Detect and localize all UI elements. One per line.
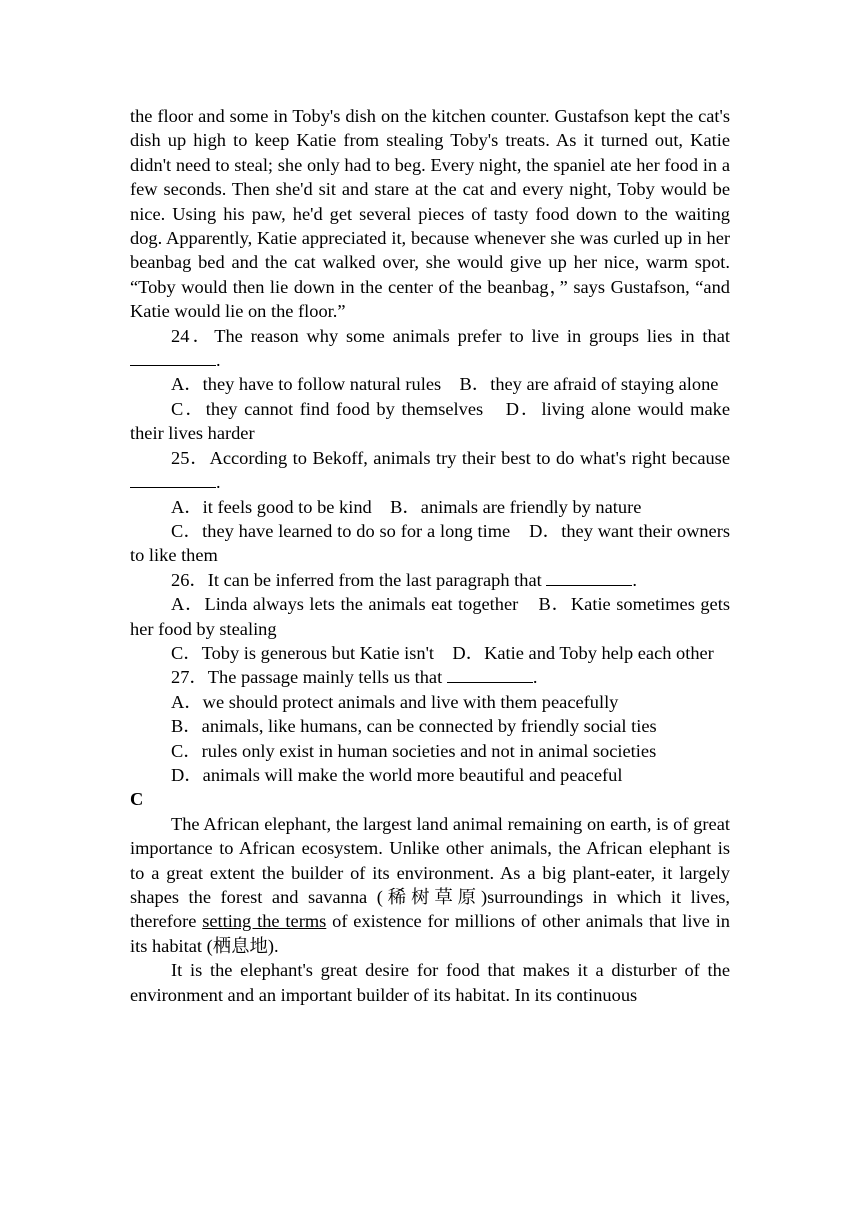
answer-options-line: C．they have learned to do so for a long time D．they want their owners to like them [130, 520, 730, 566]
question-26 [130, 568, 730, 666]
answer-options-line: C．they cannot find food by themselves D．living alone would make their lives harder [130, 398, 730, 444]
answer-option: B．animals, like humans, can be connected by friendly social ties [171, 716, 657, 737]
answer-options-line: A．they have to follow natural rules B．they are afraid of staying alone [171, 374, 719, 395]
document-page [130, 104, 730, 1007]
answer-blank [130, 349, 216, 366]
question-25 [130, 446, 730, 568]
answer-options-line: A．it feels good to be kind B．animals are friendly by nature [171, 496, 642, 517]
passage-c-paragraph-2: It is the elephant's great desire for food that makes it a disturber of the environment and an important builder of its habitat. In its continuous [130, 960, 730, 1005]
question-stem: 25．According to Bekoff, animals try their best to do what's right because . [130, 446, 730, 495]
passage-c-paragraph-1: The African elephant, the largest land animal remaining on earth, is of great importance to African ecosystem. Unlike other animals, the African elephant is to a great extent the builder of its environment. As a big plant-eater, it largely shapes the forest and savanna (稀树草原)surroundings in which it lives, therefore setting the terms of existence for millions of other animals that live in its habitat (栖息地). [130, 813, 730, 956]
answer-option: A．we should protect animals and live with them peacefully [171, 691, 619, 712]
section-heading: C [130, 789, 144, 810]
answer-option: D．animals will make the world more beautiful and peaceful [171, 764, 623, 785]
question-24 [130, 324, 730, 446]
question-stem: 27．The passage mainly tells us that . [171, 667, 538, 688]
underlined-phrase: setting the terms [202, 911, 327, 932]
passage-b-last-paragraph: the floor and some in Toby's dish on the kitchen counter. Gustafson kept the cat's dish up high to keep Katie from stealing Toby's treats. As it turned out, Katie didn't need to steal; she only had to beg. Every night, the spaniel ate her food in a few seconds. Then she'd sit and stare at the cat and every night, Toby would be nice. Using his paw, he'd get several pieces of tasty food down to the waiting dog. Apparently, Katie appreciated it, because whenever she was curled up in her beanbag bed and the cat walked over, she would give up her nice, warm spot. “Toby would then lie down in the center of the beanbag，” says Gustafson, “and Katie would lie on the floor.” [130, 106, 730, 322]
answer-blank [130, 471, 216, 488]
question-stem: 26．It can be inferred from the last paragraph that . [171, 569, 637, 590]
answer-option: C．rules only exist in human societies and not in animal societies [171, 740, 657, 761]
answer-options-line: C．Toby is generous but Katie isn't D．Katie and Toby help each other [171, 642, 714, 663]
answer-blank [546, 569, 632, 586]
question-stem: 24．The reason why some animals prefer to live in groups lies in that . [130, 324, 730, 373]
question-27 [130, 665, 730, 787]
answer-blank [447, 666, 533, 683]
answer-options-line: A．Linda always lets the animals eat together B．Katie sometimes gets her food by stealing [130, 594, 730, 639]
